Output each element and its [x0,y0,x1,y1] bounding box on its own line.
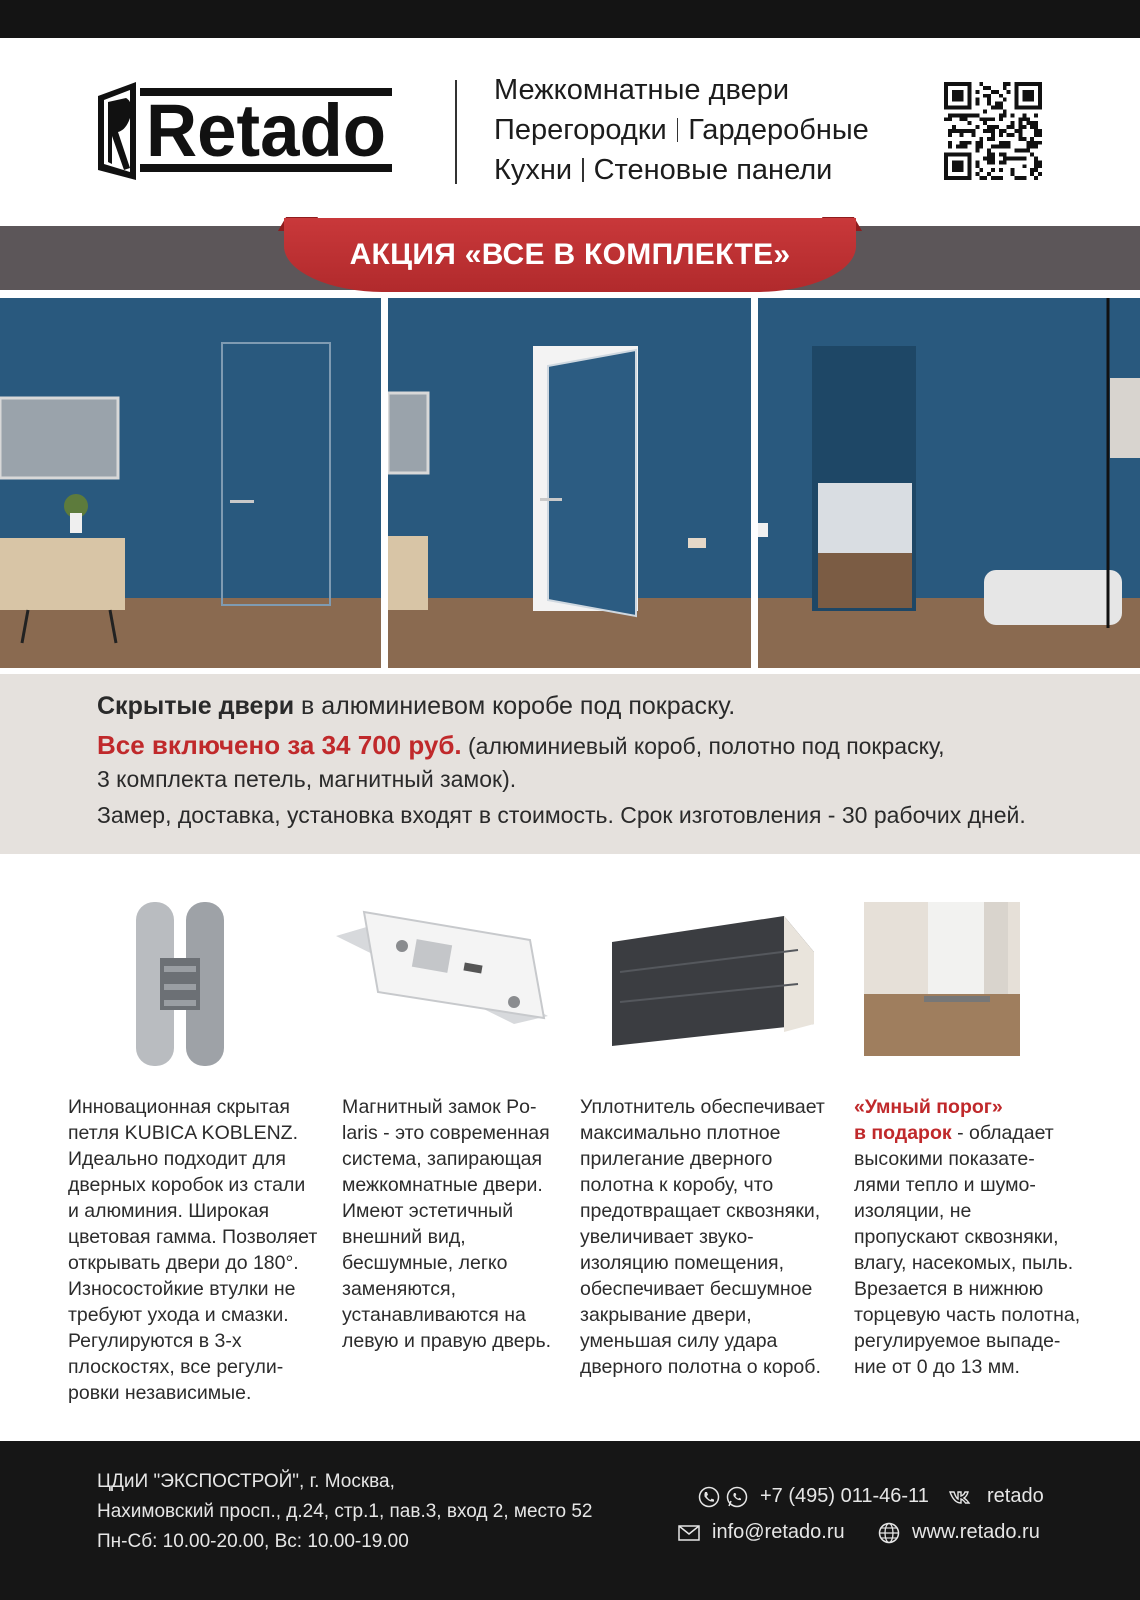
threshold-highlight: «Умный порог» в подарок [854,1096,1003,1144]
photo-open-door [388,298,751,668]
mail-icon [678,1522,700,1544]
service-line-3: Кухни Стеновые панели [494,154,833,186]
website-contact[interactable] [878,1521,1040,1544]
threshold-description: «Умный порог» в подарок - обладает высокими показате- лями тепло и шумо- изоляции, не пропускают сквозняки, влагу, насекомых, пыль. Врезается в нижнюю торцевую часть полотна, регулируемое выпаде- ние от 0 до 13 мм. [854,1096,1081,1378]
door-photo-gallery [0,298,1140,668]
hinge-description: Инновационная скрытая петля KUBICA KOBLENZ. Идеально подходит для дверных коробок из стали и алюминия. Широкая цветовая гамма. Позволяет открывать двери до 180°. Износостойкие втулки не требуют ухода и смазки. Регулируются в 3-х плоскостях, все регули- ровки независимые. [68,1096,318,1404]
store-address: ЦДиИ "ЭКСПОСТРОЙ", г. Москва, Нахимовский просп., д.24, стр.1, пав.3, вход 2, место 52 Пн-Сб: 10.00-20.00, Вс: 10.00-19.00 [97,1471,593,1552]
offer-line-1: Скрытые двери в алюминиевом коробе под покраску. [97,692,736,720]
vk-contact[interactable] [945,1485,1044,1508]
retado-logo-mark [96,78,392,184]
photo-doorway-bedroom [758,298,1140,668]
logo-wordmark: Retado [146,89,386,172]
photo-closed-door [0,298,381,668]
offer-line-3: 3 комплекта петель, магнитный замок). [97,766,517,792]
service-line-1: Межкомнатные двери [494,74,790,106]
door-seal-image [608,912,816,1048]
website-url: www.retado.ru [912,1521,1040,1543]
offer-info-band [0,674,1140,854]
footer [0,1441,1140,1600]
offer-line-4: Замер, доставка, установка входят в стоимость. Срок изготовления - 30 рабочих дней. [97,802,1026,828]
offer-price: Все включено за 34 700 руб. [97,730,462,760]
phone-icon [698,1486,720,1508]
service-line-2: Перегородки Гардеробные [494,114,869,146]
qr-code-icon[interactable] [944,82,1042,180]
email-contact[interactable] [678,1521,845,1544]
email-address: info@retado.ru [712,1521,845,1543]
magnetic-lock-image [334,906,548,1052]
promo-ribbon [284,218,856,292]
vk-icon [945,1486,975,1508]
services-list [494,70,869,190]
hinge-image [130,900,230,1068]
offer-line-2: Все включено за 34 700 руб. (алюминиевый короб, полотно под покраску, [97,730,945,760]
smart-threshold-image [864,902,1020,1056]
globe-icon [878,1522,900,1544]
top-bar [0,0,1140,38]
lock-description: Магнитный замок Po- laris - это современная система, запирающая межкомнатные двери. Имеют эстетичный внешний вид, бесшумные, легко заменяются, устанавливаются на левую и правую дверь. [342,1096,552,1352]
phone-number: +7 (495) 011-46-11 [760,1485,929,1507]
whatsapp-icon [726,1486,748,1508]
header-divider [455,80,457,184]
phone-contact[interactable] [698,1485,929,1508]
retado-logo[interactable] [96,78,392,184]
seal-description: Уплотнитель обеспечивает максимально плотное прилегание дверного полотна к коробу, что предотвращает сквозняки, увеличивает звуко- изоляцию помещения, обеспечивает бесшумное закрывание двери, уменьшая силу удара дверного полотна о короб. [580,1096,825,1378]
vk-handle: retado [987,1485,1044,1507]
promo-title: АКЦИЯ «ВСЕ В КОМПЛЕКТЕ» [349,238,791,271]
separator [677,118,679,142]
separator [582,158,584,182]
